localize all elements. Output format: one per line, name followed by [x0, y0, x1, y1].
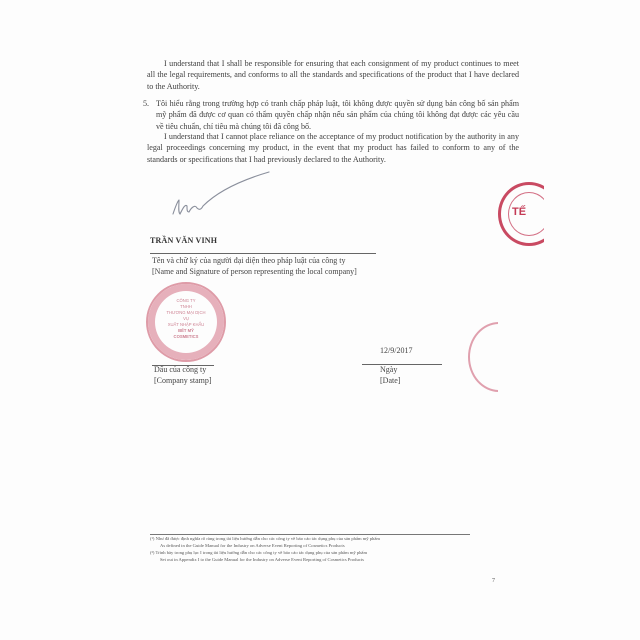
date-stamp-partial [468, 322, 498, 394]
stamp-line: THƯƠNG MẠI DỊCH VỤ [166, 310, 206, 321]
stamp-line: TNHH [180, 304, 192, 309]
company-stamp-label [154, 365, 212, 386]
signatory-name: TRẦN VĂN VINH [150, 236, 218, 245]
item-number: 5. [143, 99, 150, 108]
official-stamp-partial [496, 180, 544, 250]
footnote-1-en: As defined in the Guide Manual for the Industry on Adverse Event Reporting of Cosmetics Products [160, 543, 345, 548]
signatory-label [152, 255, 357, 277]
paragraph-text-vi: Tôi hiểu rằng trong trường hợp có tranh chấp pháp luật, tôi không được quyền sử dụng bản công bố sản phẩm mỹ phẩm đã được cơ quan có thẩm quyền chấp nhận nếu sản phẩm của chúng tôi không đạt được các yêu cầu về tiêu chuẩn, chỉ tiêu mà chúng tôi đã công bố. [156, 99, 519, 131]
date-value: 12/9/2017 [380, 346, 413, 355]
paragraph-text: I understand that I shall be responsible for ensuring that each consignment of my product continues to meet all the legal requirements, and conforms to all the standards and specifications of the product that I have declared to the Authority. [147, 59, 519, 91]
date-label-en: [Date] [380, 375, 401, 385]
footnote-2-vi: (²) Trình bày trong phụ lục I trong tài liệu hướng dẫn cho các công ty về báo cáo tác dụng phụ của sản phẩm mỹ phẩm [150, 550, 368, 555]
handwritten-signature [165, 170, 275, 220]
company-stamp-label-en: [Company stamp] [154, 375, 212, 385]
paragraph-responsibility [147, 58, 519, 92]
stamp-ring [468, 322, 498, 392]
footnote-2-en: Set out in Appendix I to the Guide Manual for the Industry on Adverse Event Reporting of Cosmetics Products [160, 557, 364, 562]
date-line [362, 364, 442, 365]
date-label-vi: Ngày [380, 365, 398, 374]
stamp-text: TẾ [512, 206, 527, 218]
paragraph-reliance [147, 131, 519, 165]
company-stamp-label-vi: Dấu của công ty [154, 365, 207, 374]
footnotes [150, 535, 480, 563]
stamp-line: XUẤT NHẬP KHẨU [167, 322, 205, 327]
footnote-1-vi: (¹) Như đã được định nghĩa rõ ràng trong tài liệu hướng dẫn cho các công ty về báo cáo tác dụng phụ của sản phẩm mỹ phẩm [150, 536, 380, 541]
company-stamp [146, 282, 226, 362]
company-stamp-text [164, 298, 208, 340]
page-number: 7 [492, 578, 495, 584]
signature-line [150, 253, 376, 254]
paragraph-item-5 [143, 98, 519, 132]
date-label [380, 365, 400, 386]
stamp-line: BẾT MỸ [178, 328, 194, 333]
signatory-label-en: [Name and Signature of person representing the local company] [152, 267, 357, 276]
stamp-line: CÔNG TY [176, 298, 196, 303]
signatory-label-vi: Tên và chữ ký của người đại diện theo pháp luật của công ty [152, 256, 346, 265]
stamp-line: COSMETICS [173, 334, 199, 339]
paragraph-text: I understand that I cannot place reliance on the acceptance of my product notification by the authority in any legal proceedings concerning my product, in the event that my product has failed to conform to any of the standards or specifications that I had previously declared to the Authority. [147, 132, 519, 164]
